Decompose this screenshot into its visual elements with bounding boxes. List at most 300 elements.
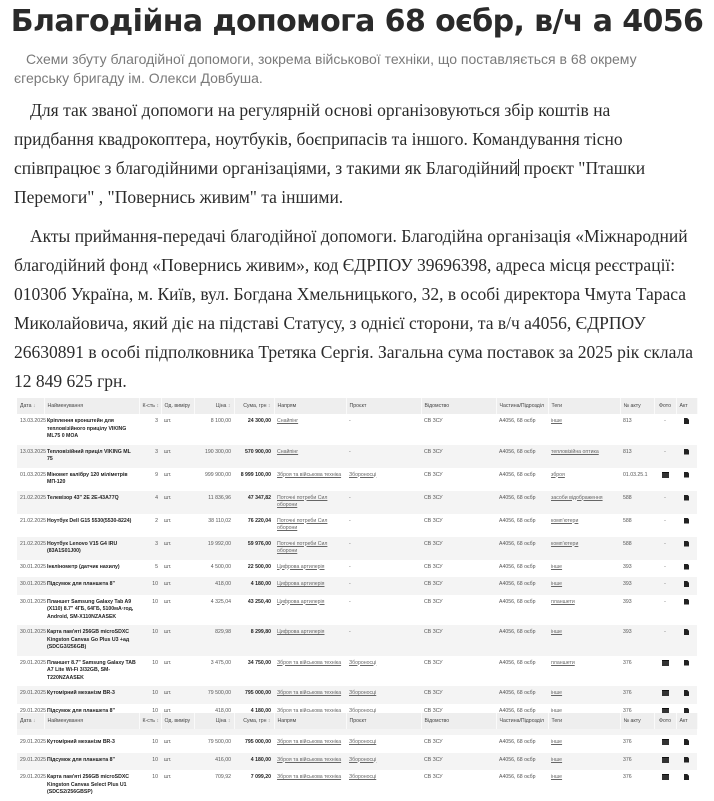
table-header-row [17, 713, 697, 729]
photo-icon[interactable] [662, 472, 669, 478]
cell-direction-link[interactable]: Зброя та військова техніка [277, 707, 342, 714]
cell-project: - [349, 598, 351, 605]
cell-project: - [349, 563, 351, 570]
cell-date: 29.01.2025 [20, 739, 46, 745]
cell-direction-link[interactable]: Цифрова артилерія [277, 598, 325, 605]
cell-unit: шт. [161, 445, 194, 468]
table-row [17, 414, 697, 445]
cell-price: 418,00 [194, 577, 234, 595]
header-tags-label: Теги [551, 718, 563, 724]
cell-name: Ноутбук Lenovo V15 G4 IRU (83A1S01J00) [44, 537, 139, 560]
cell-act-no: 588 [620, 537, 654, 560]
cell-qty: 10 [152, 707, 158, 714]
cell-project [346, 686, 421, 704]
cell-project-link[interactable]: Збороносці [349, 756, 377, 763]
photo-icon[interactable] [662, 690, 669, 696]
cell-qty: 4 [139, 491, 161, 514]
header-sum[interactable] [234, 713, 274, 729]
cell-tags [548, 577, 620, 595]
cell-photo: - [654, 625, 676, 656]
header-unit[interactable] [161, 398, 194, 414]
header-unit[interactable] [161, 713, 194, 729]
cell-tags-link[interactable]: планшети [551, 659, 575, 666]
table-row [17, 468, 697, 491]
cell-branch: СВ ЗСУ [424, 517, 443, 524]
cell-unit-part: А4056, 68 оєбр [496, 445, 548, 468]
cell-act [676, 595, 697, 626]
cell-sum: 59 976,00 [234, 537, 274, 560]
cell-branch: СВ ЗСУ [424, 563, 443, 570]
header-branch-label: Відомство [424, 718, 450, 724]
header-photo-label: Фото [659, 403, 671, 409]
table-body [17, 729, 697, 801]
cell-photo [654, 656, 676, 687]
header-tags[interactable] [548, 713, 620, 729]
cell-direction-link[interactable]: Цифрова артилерія [277, 563, 325, 570]
document-icon[interactable] [684, 472, 689, 478]
cell-photo [654, 468, 676, 491]
intro-paragraph-part2: проєкт "Пташки Перемоги" , "Повернись живим" та іншими. [14, 158, 646, 207]
photo-icon[interactable] [662, 757, 669, 763]
cell-direction-link[interactable]: Зброя та військова техніка [277, 739, 342, 745]
header-qty[interactable] [139, 398, 161, 414]
cell-project [346, 468, 421, 491]
cell-tags-link[interactable]: тепловізійна оптика [551, 448, 599, 455]
cell-unit-part: А4056, 68 оєбр [499, 707, 536, 714]
cell-qty: 3 [139, 537, 161, 560]
cell-sum: 795 000,00 [234, 686, 274, 704]
cell-photo: - [654, 491, 676, 514]
cell-unit-part: А4056, 68 оєбр [496, 577, 548, 595]
page-subtitle: Схеми збуту благодійної допомоги, зокрема військової техніки, що поставляється в 68 окрему єгерську бригаду ім. Олекси Довбуша. [14, 51, 637, 86]
document-icon[interactable] [684, 449, 689, 455]
cell-act-no: 376 [623, 739, 632, 745]
cell-act [676, 560, 697, 578]
header-tags[interactable] [548, 398, 620, 414]
cell-act-no: 376 [623, 659, 632, 666]
cell-branch: СВ ЗСУ [421, 577, 496, 595]
cell-branch: СВ ЗСУ [421, 491, 496, 514]
cell-sum: 8 999 100,00 [240, 471, 271, 478]
document-icon[interactable] [684, 757, 689, 763]
document-icon[interactable] [684, 599, 689, 605]
header-price[interactable] [194, 398, 234, 414]
cell-name: Планшет Samsung Galaxy Tab A9 (X110) 8.7" 4ГБ, 64ГБ, 5100мА·год, Android, SM-X110NZAASEK [47, 598, 134, 620]
cell-date: 29.01.2025 [20, 707, 46, 714]
header-unit-part-label: Частина/Підрозділ [499, 403, 544, 409]
cell-act [676, 770, 697, 801]
cell-photo [654, 770, 676, 801]
document-icon[interactable] [684, 774, 689, 780]
cell-project: - [346, 537, 421, 560]
header-direction[interactable] [274, 398, 346, 414]
cell-direction-link[interactable]: Зброя та військова техніка [277, 774, 342, 780]
cell-direction-link[interactable]: Зброя та військова техніка [277, 756, 342, 763]
cell-name: Інклінометр (датчик нахилу) [47, 563, 120, 570]
cell-act [676, 686, 697, 704]
cell-tags [548, 770, 620, 801]
cell-date: 13.03.2025 [17, 445, 44, 468]
header-name[interactable] [44, 398, 139, 414]
cell-name: Ноутбук Dell G15 5530(5530-8224) [47, 517, 132, 524]
cell-direction [274, 656, 346, 687]
cell-act-no: 393 [620, 625, 654, 656]
header-date-label: Дата [20, 718, 32, 724]
cell-date: 29.01.2025 [17, 686, 44, 704]
header-price-label: Ціна [215, 718, 227, 724]
cell-act-no: 588 [623, 517, 632, 524]
header-project-label: Проєкт [349, 403, 367, 409]
header-project[interactable] [346, 398, 421, 414]
cell-project [346, 735, 421, 753]
cell-tags-link[interactable]: інше [551, 756, 563, 763]
cell-qty: 10 [139, 686, 161, 704]
header-direction-label: Напрям [277, 403, 297, 409]
cell-price: 38 110,02 [208, 517, 231, 524]
header-direction[interactable] [274, 713, 346, 729]
cell-date: 29.01.2025 [20, 659, 46, 666]
cell-direction [274, 595, 346, 626]
cell-photo: - [664, 563, 666, 570]
cell-direction-link[interactable]: Снайпінг [277, 448, 299, 455]
cell-unit: шт. [164, 418, 172, 424]
header-date-label: Дата [20, 403, 32, 409]
cell-tags [548, 468, 620, 491]
cell-project-link[interactable]: Збороносці [349, 774, 377, 780]
header-act-label: Акт [679, 403, 688, 409]
cell-unit: шт. [164, 563, 172, 570]
cell-direction-link[interactable]: Поточні потреби Сил оборони [277, 540, 328, 554]
cell-direction [274, 577, 346, 595]
cell-act [676, 656, 697, 687]
cell-tags-link[interactable]: зброя [551, 471, 565, 478]
photo-icon[interactable] [662, 739, 669, 745]
page-title: Благодійна допомога 68 оєбр, в/ч а 4056 [10, 4, 704, 39]
header-unit-part[interactable] [496, 713, 548, 729]
cell-tags-link[interactable]: інше [551, 563, 563, 570]
cell-direction [274, 537, 346, 560]
donations-table-screenshot-1 [17, 398, 697, 714]
cell-tags-link[interactable]: інше [551, 707, 563, 714]
cell-tags [548, 537, 620, 560]
document-icon[interactable] [684, 581, 689, 587]
header-name-label: Найменування [47, 718, 84, 724]
cell-direction-link[interactable]: Зброя та військова техніка [277, 471, 342, 478]
cell-direction-link[interactable]: Снайпінг [277, 418, 299, 424]
cell-direction [274, 735, 346, 753]
cell-direction [274, 445, 346, 468]
intro-paragraph-part1: Для так званої допомоги на регулярній основі організовуються збір коштів на придбання квадрокоптера, ноутбуків, боєприпасів та іншого. Командування тісно співпрацює з благодійними організаціями, з такими як Благодійний [14, 100, 623, 178]
cell-branch: СВ ЗСУ [424, 707, 443, 714]
cell-price: 829,98 [194, 625, 234, 656]
cell-direction-link[interactable]: Зброя та військова техніка [277, 659, 342, 666]
header-act-no[interactable] [620, 713, 654, 729]
cell-date: 30.01.2025 [17, 625, 44, 656]
cell-unit-part: А4056, 68 оєбр [499, 471, 536, 478]
cell-unit-part: А4056, 68 оєбр [496, 625, 548, 656]
cell-project: - [346, 577, 421, 595]
cell-direction [274, 753, 346, 771]
cell-name: Кутомірний механізм ВR-3 [44, 686, 139, 704]
document-icon[interactable] [684, 418, 689, 424]
header-branch-label: Відомство [424, 403, 450, 409]
cell-act-no: 376 [623, 707, 632, 714]
header-price[interactable] [194, 713, 234, 729]
header-act-no[interactable] [620, 398, 654, 414]
sort-icon[interactable]: ↕ [267, 718, 271, 724]
header-name[interactable] [44, 713, 139, 729]
header-qty[interactable] [139, 713, 161, 729]
header-branch[interactable] [421, 398, 496, 414]
header-name-label: Найменування [47, 403, 84, 409]
cell-tags [548, 560, 620, 578]
cell-sum: 34 750,00 [247, 659, 271, 666]
cell-direction-link[interactable]: Цифрова артилерія [277, 581, 325, 587]
cell-direction [274, 514, 346, 537]
cell-project-link[interactable]: Збороносці [349, 471, 377, 478]
cell-sum: 7 099,20 [250, 774, 271, 780]
cell-photo: - [664, 418, 666, 424]
cell-photo: - [664, 517, 666, 524]
cell-project: - [346, 491, 421, 514]
cell-price: 709,92 [215, 774, 231, 780]
cell-tags-link[interactable]: інше [551, 739, 563, 745]
header-qty-label: К-сть [142, 403, 155, 409]
photo-icon[interactable] [662, 660, 669, 666]
cell-qty: 10 [152, 739, 158, 745]
cell-qty: 10 [152, 659, 158, 666]
cell-unit: шт. [164, 707, 172, 714]
cell-unit: шт. [164, 659, 172, 666]
table-row [17, 560, 697, 578]
document-icon[interactable] [684, 518, 689, 524]
header-tags-label: Теги [551, 403, 563, 409]
cell-qty: 10 [152, 774, 158, 780]
cell-sum: 570 900,00 [234, 445, 274, 468]
cell-project: - [349, 418, 351, 424]
cell-name: Телевізор 43" 2E 2E-43A77Q [44, 491, 139, 514]
table-row [17, 595, 697, 626]
cell-date: 29.01.2025 [17, 753, 44, 771]
cell-act [676, 445, 697, 468]
cell-date: 01.03.2025 [20, 471, 46, 478]
cell-act [676, 514, 697, 537]
cell-tags-link[interactable]: інше [551, 690, 563, 696]
cell-direction-link[interactable]: Поточні потреби Сил оборони [277, 517, 328, 531]
cell-unit: шт. [161, 577, 194, 595]
cell-name: Підсумок для планшета 8" [44, 577, 139, 595]
cell-tags-link[interactable]: комп'ютери [551, 517, 579, 524]
cell-qty: 9 [155, 471, 158, 478]
cell-branch: СВ ЗСУ [421, 537, 496, 560]
header-branch[interactable] [421, 713, 496, 729]
cell-project-link[interactable]: Збороносці [349, 659, 377, 666]
header-date[interactable] [17, 713, 44, 729]
cell-qty: 3 [155, 418, 158, 424]
cell-unit-part: А4056, 68 оєбр [499, 659, 536, 666]
cell-unit-part: А4056, 68 оєбр [499, 517, 536, 524]
cell-direction [274, 414, 346, 445]
document-icon[interactable] [684, 629, 689, 635]
cell-tags-link[interactable]: інше [551, 418, 563, 424]
cell-sum: 47 347,82 [234, 491, 274, 514]
cell-act [676, 491, 697, 514]
donations-table [17, 713, 698, 801]
cell-tags-link[interactable]: комп'ютери [551, 540, 579, 547]
cell-unit: шт. [164, 598, 172, 605]
cell-project [346, 656, 421, 687]
document-icon[interactable] [684, 660, 689, 666]
cell-act [676, 577, 697, 595]
cell-qty: 5 [155, 563, 158, 570]
table-row [17, 537, 697, 560]
cell-unit-part: А4056, 68 оєбр [499, 774, 536, 780]
cell-direction-link[interactable]: Поточні потреби Сил оборони [277, 494, 328, 508]
header-act[interactable] [676, 713, 697, 729]
document-icon[interactable] [684, 541, 689, 547]
cell-project: - [346, 625, 421, 656]
cell-qty: 2 [155, 517, 158, 524]
header-sum[interactable] [234, 398, 274, 414]
sort-icon[interactable]: ↕ [267, 403, 271, 409]
cell-branch: СВ ЗСУ [424, 659, 443, 666]
header-price-label: Ціна [215, 403, 227, 409]
cell-act-no: 393 [620, 577, 654, 595]
sort-icon[interactable]: ↕ [227, 403, 231, 409]
header-unit-label: Од. виміру [164, 403, 191, 409]
cell-name: Підсумок для планшета 8" [44, 753, 139, 771]
header-unit-label: Од. виміру [164, 718, 191, 724]
table-row [17, 753, 697, 771]
cell-tags [548, 686, 620, 704]
photo-icon[interactable] [662, 774, 669, 780]
cell-act [676, 537, 697, 560]
cell-unit-part: А4056, 68 оєбр [496, 753, 548, 771]
header-sum-label: Сума, грн [243, 718, 267, 724]
cell-qty: 3 [139, 445, 161, 468]
cell-project-link[interactable]: Збороносці [349, 690, 377, 696]
cell-project: - [346, 445, 421, 468]
sort-icon[interactable]: ↕ [156, 718, 159, 724]
cell-sum: 795 000,00 [245, 739, 271, 745]
cell-price: 79 500,00 [207, 739, 231, 745]
cell-qty: 10 [139, 625, 161, 656]
cell-act-no: 813 [620, 445, 654, 468]
cell-branch: СВ ЗСУ [424, 598, 443, 605]
cell-unit: шт. [161, 625, 194, 656]
cell-tags-link[interactable]: засоби відображення [551, 494, 603, 501]
cell-name: Карта пам'яті 256GB microSDXC Kingston Canvas Go Plus U3 +ад (SDCG3/256GB) [44, 625, 139, 656]
header-unit-part[interactable] [496, 398, 548, 414]
cell-act [676, 414, 697, 445]
cell-branch: СВ ЗСУ [421, 686, 496, 704]
cell-photo: - [664, 598, 666, 605]
cell-direction [274, 560, 346, 578]
sort-icon[interactable]: ↕ [227, 718, 231, 724]
cell-tags-link[interactable]: інше [551, 581, 563, 587]
cell-act-no: 588 [620, 491, 654, 514]
cell-act [676, 735, 697, 753]
cell-photo: - [654, 445, 676, 468]
cell-tags [548, 735, 620, 753]
cell-project-link[interactable]: Збороносці [349, 707, 377, 714]
table-row [17, 514, 697, 537]
sort-desc-icon[interactable]: ↓ [32, 403, 36, 409]
cell-sum: 4 180,00 [234, 753, 274, 771]
table-row [17, 491, 697, 514]
cell-act-no: 376 [620, 686, 654, 704]
header-sum-label: Сума, грн [243, 403, 267, 409]
cell-photo [654, 753, 676, 771]
cell-price: 416,00 [194, 753, 234, 771]
donations-table [17, 398, 698, 744]
header-date[interactable] [17, 398, 44, 414]
cell-branch: СВ ЗСУ [421, 445, 496, 468]
header-photo[interactable] [654, 398, 676, 414]
sort-desc-icon[interactable]: ↓ [32, 718, 36, 724]
intro-paragraph [14, 96, 694, 212]
cell-act-no: 393 [623, 563, 632, 570]
cell-tags [548, 514, 620, 537]
cell-act-no: 813 [623, 418, 632, 424]
cell-direction-link[interactable]: Зброя та військова техніка [277, 690, 342, 696]
cell-date: 29.01.2025 [20, 774, 46, 780]
cell-act [676, 468, 697, 491]
cell-unit-part: А4056, 68 оєбр [499, 418, 536, 424]
cell-act-no: 376 [620, 753, 654, 771]
cell-tags [548, 414, 620, 445]
cell-unit: шт. [161, 537, 194, 560]
cell-tags-link[interactable]: інше [551, 629, 563, 635]
cell-date: 21.02.2025 [17, 491, 44, 514]
document-icon[interactable] [684, 564, 689, 570]
header-act-no-label: № акту [623, 718, 641, 724]
document-icon[interactable] [684, 690, 689, 696]
header-photo[interactable] [654, 713, 676, 729]
cell-sum: 24 300,00 [247, 418, 271, 424]
document-icon[interactable] [684, 495, 689, 501]
cell-direction [274, 686, 346, 704]
cell-project-link[interactable]: Збороносці [349, 739, 377, 745]
sort-icon[interactable]: ↕ [156, 403, 159, 409]
header-act[interactable] [676, 398, 697, 414]
cell-sum: 4 180,00 [234, 577, 274, 595]
cell-price: 190 300,00 [194, 445, 234, 468]
cell-tags-link[interactable]: планшети [551, 598, 575, 605]
header-qty-label: К-сть [142, 718, 155, 724]
table-row [17, 735, 697, 753]
cell-unit-part: А4056, 68 оєбр [499, 739, 536, 745]
cell-unit: шт. [164, 517, 172, 524]
cell-unit-part: А4056, 68 оєбр [499, 598, 536, 605]
cell-tags-link[interactable]: інше [551, 774, 563, 780]
cell-unit: шт. [164, 774, 172, 780]
cell-unit: шт. [161, 753, 194, 771]
cell-direction [274, 625, 346, 656]
cell-act-no: 376 [623, 774, 632, 780]
document-icon[interactable] [684, 739, 689, 745]
cell-date: 21.02.2025 [20, 517, 46, 524]
header-unit-part-label: Частина/Підрозділ [499, 718, 544, 724]
cell-date: 21.02.2025 [17, 537, 44, 560]
cell-tags [548, 491, 620, 514]
cell-photo: - [654, 537, 676, 560]
cell-name: Тепловізійний приціл VIKING ML 75 [44, 445, 139, 468]
header-project[interactable] [346, 713, 421, 729]
header-photo-label: Фото [659, 718, 671, 724]
cell-branch: СВ ЗСУ [424, 418, 443, 424]
cell-direction-link[interactable]: Цифрова артилерія [277, 629, 325, 635]
